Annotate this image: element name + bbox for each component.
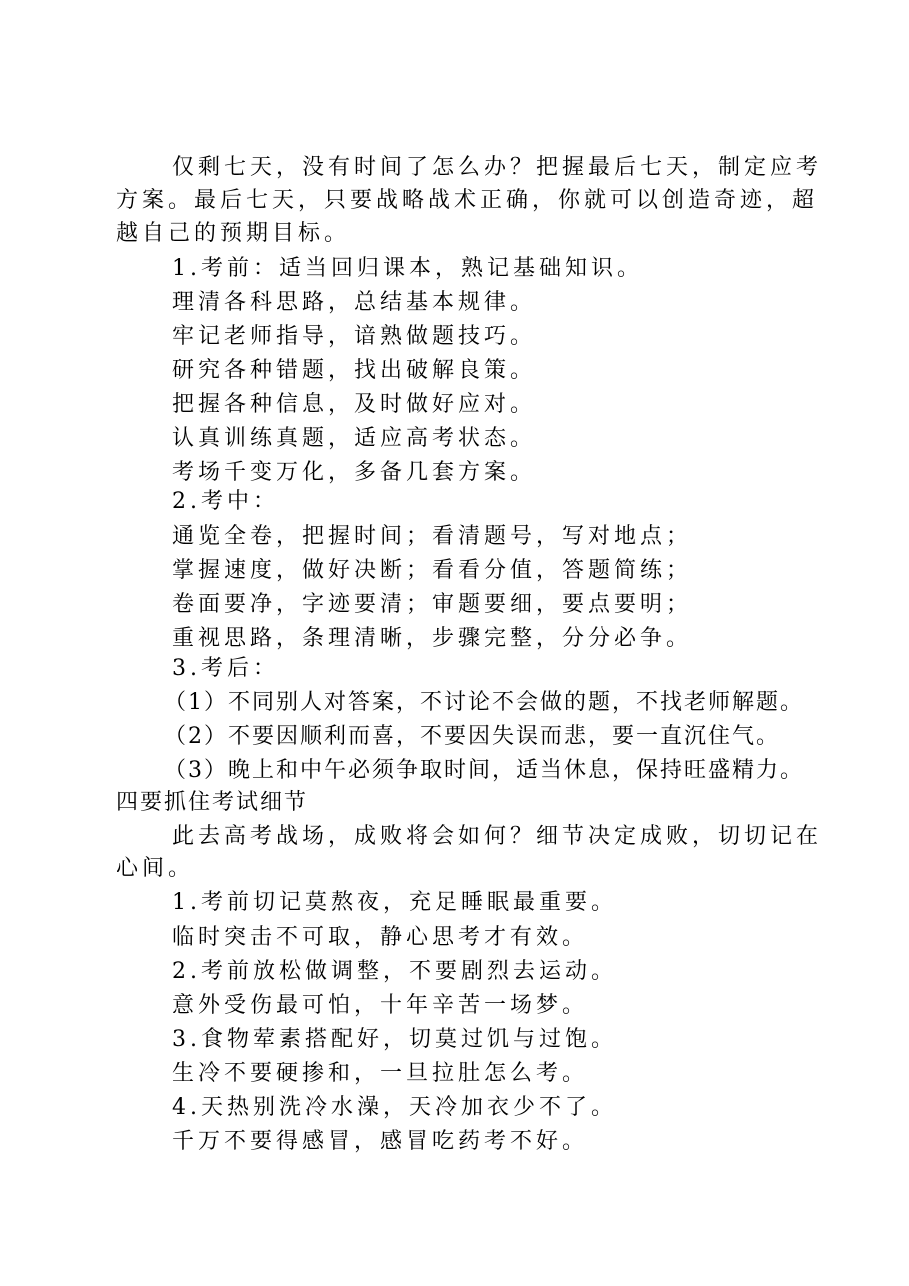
intro-line-2: 方案。最后七天，只要战略战术正确，你就可以创造奇迹，超 <box>116 188 819 213</box>
after-item-2: （2）不要因顺利而喜，不要因失误而悲，要一直沉住气。 <box>164 724 780 749</box>
before-line-4: 研究各种错题，找出破解良策。 <box>172 358 537 383</box>
details-line-2: 临时突击不可取，静心思考才有效。 <box>172 925 589 950</box>
intro-line-1: 仅剩七天，没有时间了怎么办？把握最后七天，制定应考 <box>172 155 823 180</box>
section-heading: 四要抓住考试细节 <box>116 790 309 815</box>
details-line-6: 生冷不要硬掺和，一旦拉肚怎么考。 <box>172 1061 589 1086</box>
before-line-3: 牢记老师指导，谙熟做题技巧。 <box>172 324 537 349</box>
during-title: 2.考中： <box>172 489 279 514</box>
before-line-5: 把握各种信息，及时做好应对。 <box>172 392 537 417</box>
details-line-5: 3.食物荤素搭配好，切莫过饥与过饱。 <box>172 1027 617 1052</box>
during-line-4: 重视思路，条理清晰，步骤完整，分分必争。 <box>172 626 693 651</box>
before-line-7: 考场千变万化，多备几套方案。 <box>172 460 537 485</box>
after-item-3: （3）晚上和中午必须争取时间，适当休息，保持旺盛精力。 <box>164 758 804 783</box>
details-intro-line-1: 此去高考战场，成败将会如何？细节决定成败，切切记在 <box>172 824 823 849</box>
intro-line-3: 越自己的预期目标。 <box>116 221 351 246</box>
details-line-3: 2.考前放松做调整，不要剧烈去运动。 <box>172 959 617 984</box>
details-line-1: 1.考前切记莫熬夜，充足睡眠最重要。 <box>172 890 617 915</box>
details-line-4: 意外受伤最可怕，十年辛苦一场梦。 <box>172 993 589 1018</box>
before-line-2: 理清各科思路，总结基本规律。 <box>172 290 537 315</box>
after-item-1: （1）不同别人对答案，不讨论不会做的题，不找老师解题。 <box>164 690 804 715</box>
details-line-8: 千万不要得感冒，感冒吃药考不好。 <box>172 1129 589 1154</box>
after-title: 3.考后： <box>172 656 279 681</box>
before-line-6: 认真训练真题，适应高考状态。 <box>172 426 537 451</box>
details-intro-line-2: 心间。 <box>116 856 195 881</box>
before-line-1: 1.考前：适当回归课本，熟记基础知识。 <box>172 256 643 281</box>
during-line-1: 通览全卷，把握时间；看清题号，写对地点； <box>172 524 693 549</box>
details-line-7: 4.天热别洗冷水澡，天冷加衣少不了。 <box>172 1095 617 1120</box>
during-line-3: 卷面要净，字迹要清；审题要细，要点要明； <box>172 592 693 617</box>
during-line-2: 掌握速度，做好决断；看看分值，答题简练； <box>172 558 693 583</box>
